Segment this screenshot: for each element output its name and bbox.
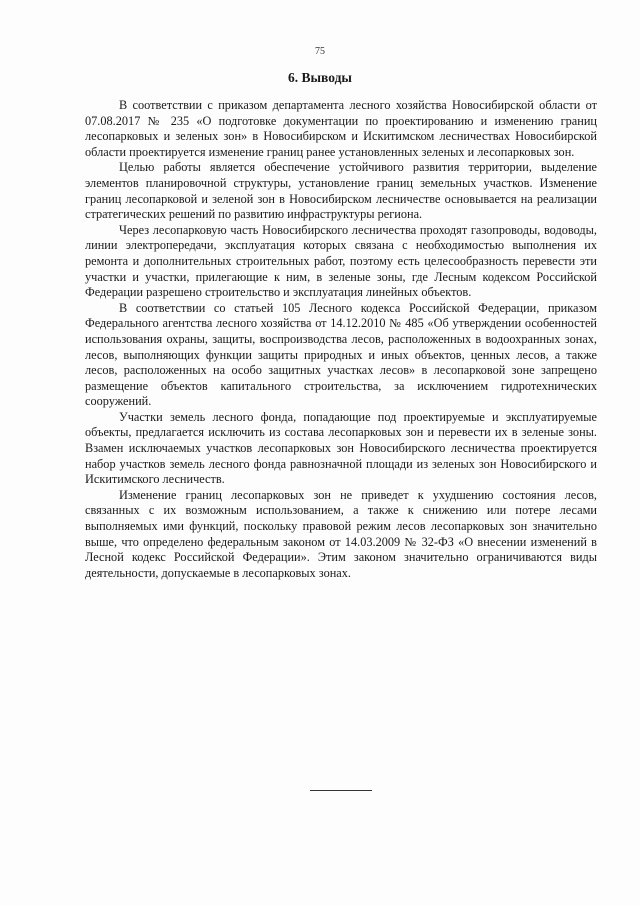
paragraph: В соответствии с приказом департамента лесного хозяйства Новосибирской области от 07.08.2017 № 235 «О подготовке документации по проектированию и изменению границ лесопарковых и зеленых зон» в Новосибирском и Искитимском лесничествах Новосибирской области проектируется изменение границ ранее установленных зеленых и лесопарковых зон. [85, 98, 597, 159]
page-number: 75 [315, 46, 325, 57]
end-rule [310, 790, 372, 791]
paragraph: Через лесопарковую часть Новосибирского лесничества проходят газопроводы, водоводы, линии электропередачи, эксплуатация которых связана с необходимостью выполнения их ремонта и дополнительных строительных работ, поэтому есть целесообразность перевести эти участки и участки, прилегающие к ним, в зеленые зоны, где Лесным кодексом Российской Федерации разрешено строительство и эксплуатация линейных объектов. [85, 222, 597, 300]
document-body [85, 98, 597, 581]
section-title: 6. Выводы [288, 70, 352, 85]
paragraph: В соответствии со статьей 105 Лесного кодекса Российской Федерации, приказом Федерального агентства лесного хозяйства от 14.12.2010 № 485 «Об утверждении особенностей использования охраны, защиты, воспроизводства лесов, расположенных в водоохранных зонах, лесов, выполняющих функции защиты природных и иных объектов, ценных лесов, а также лесов, расположенных на особо защитных участках лесов» в лесопарковой зоне запрещено размещение объектов капитального строительства, за исключением гидротехнических сооружений. [85, 300, 597, 409]
paragraph: Целью работы является обеспечение устойчивого развития территории, выделение элементов планировочной структуры, установление границ земельных участков. Изменение границ лесопарковой и зеленой зон в Новосибирском лесничестве основывается на реализации стратегических решений по развитию инфраструктуры региона. [85, 160, 597, 222]
paragraph: Участки земель лесного фонда, попадающие под проектируемые и эксплуатируемые объекты, предлагается исключить из состава лесопарковых зон и перевести их в зеленые зоны. Взамен исключаемых участков лесопарковых зон Новосибирского лесничества проектируется набор участков земель лесного фонда равнозначной площади из зеленых зон Новосибирского и Искитимского лесничеств. [85, 409, 597, 487]
paragraph: Изменение границ лесопарковых зон не приведет к ухудшению состояния лесов, связанных с их возможным использованием, а также к снижению или потере лесами выполняемых ими функций, поскольку правовой режим лесов лесопарковых зон значительно выше, что определено федеральным законом от 14.03.2009 № 32-ФЗ «О внесении изменений в Лесной кодекс Российской Федерации». Этим законом значительно ограничиваются виды деятельности, допускаемые в лесопарковых зонах. [85, 487, 597, 580]
